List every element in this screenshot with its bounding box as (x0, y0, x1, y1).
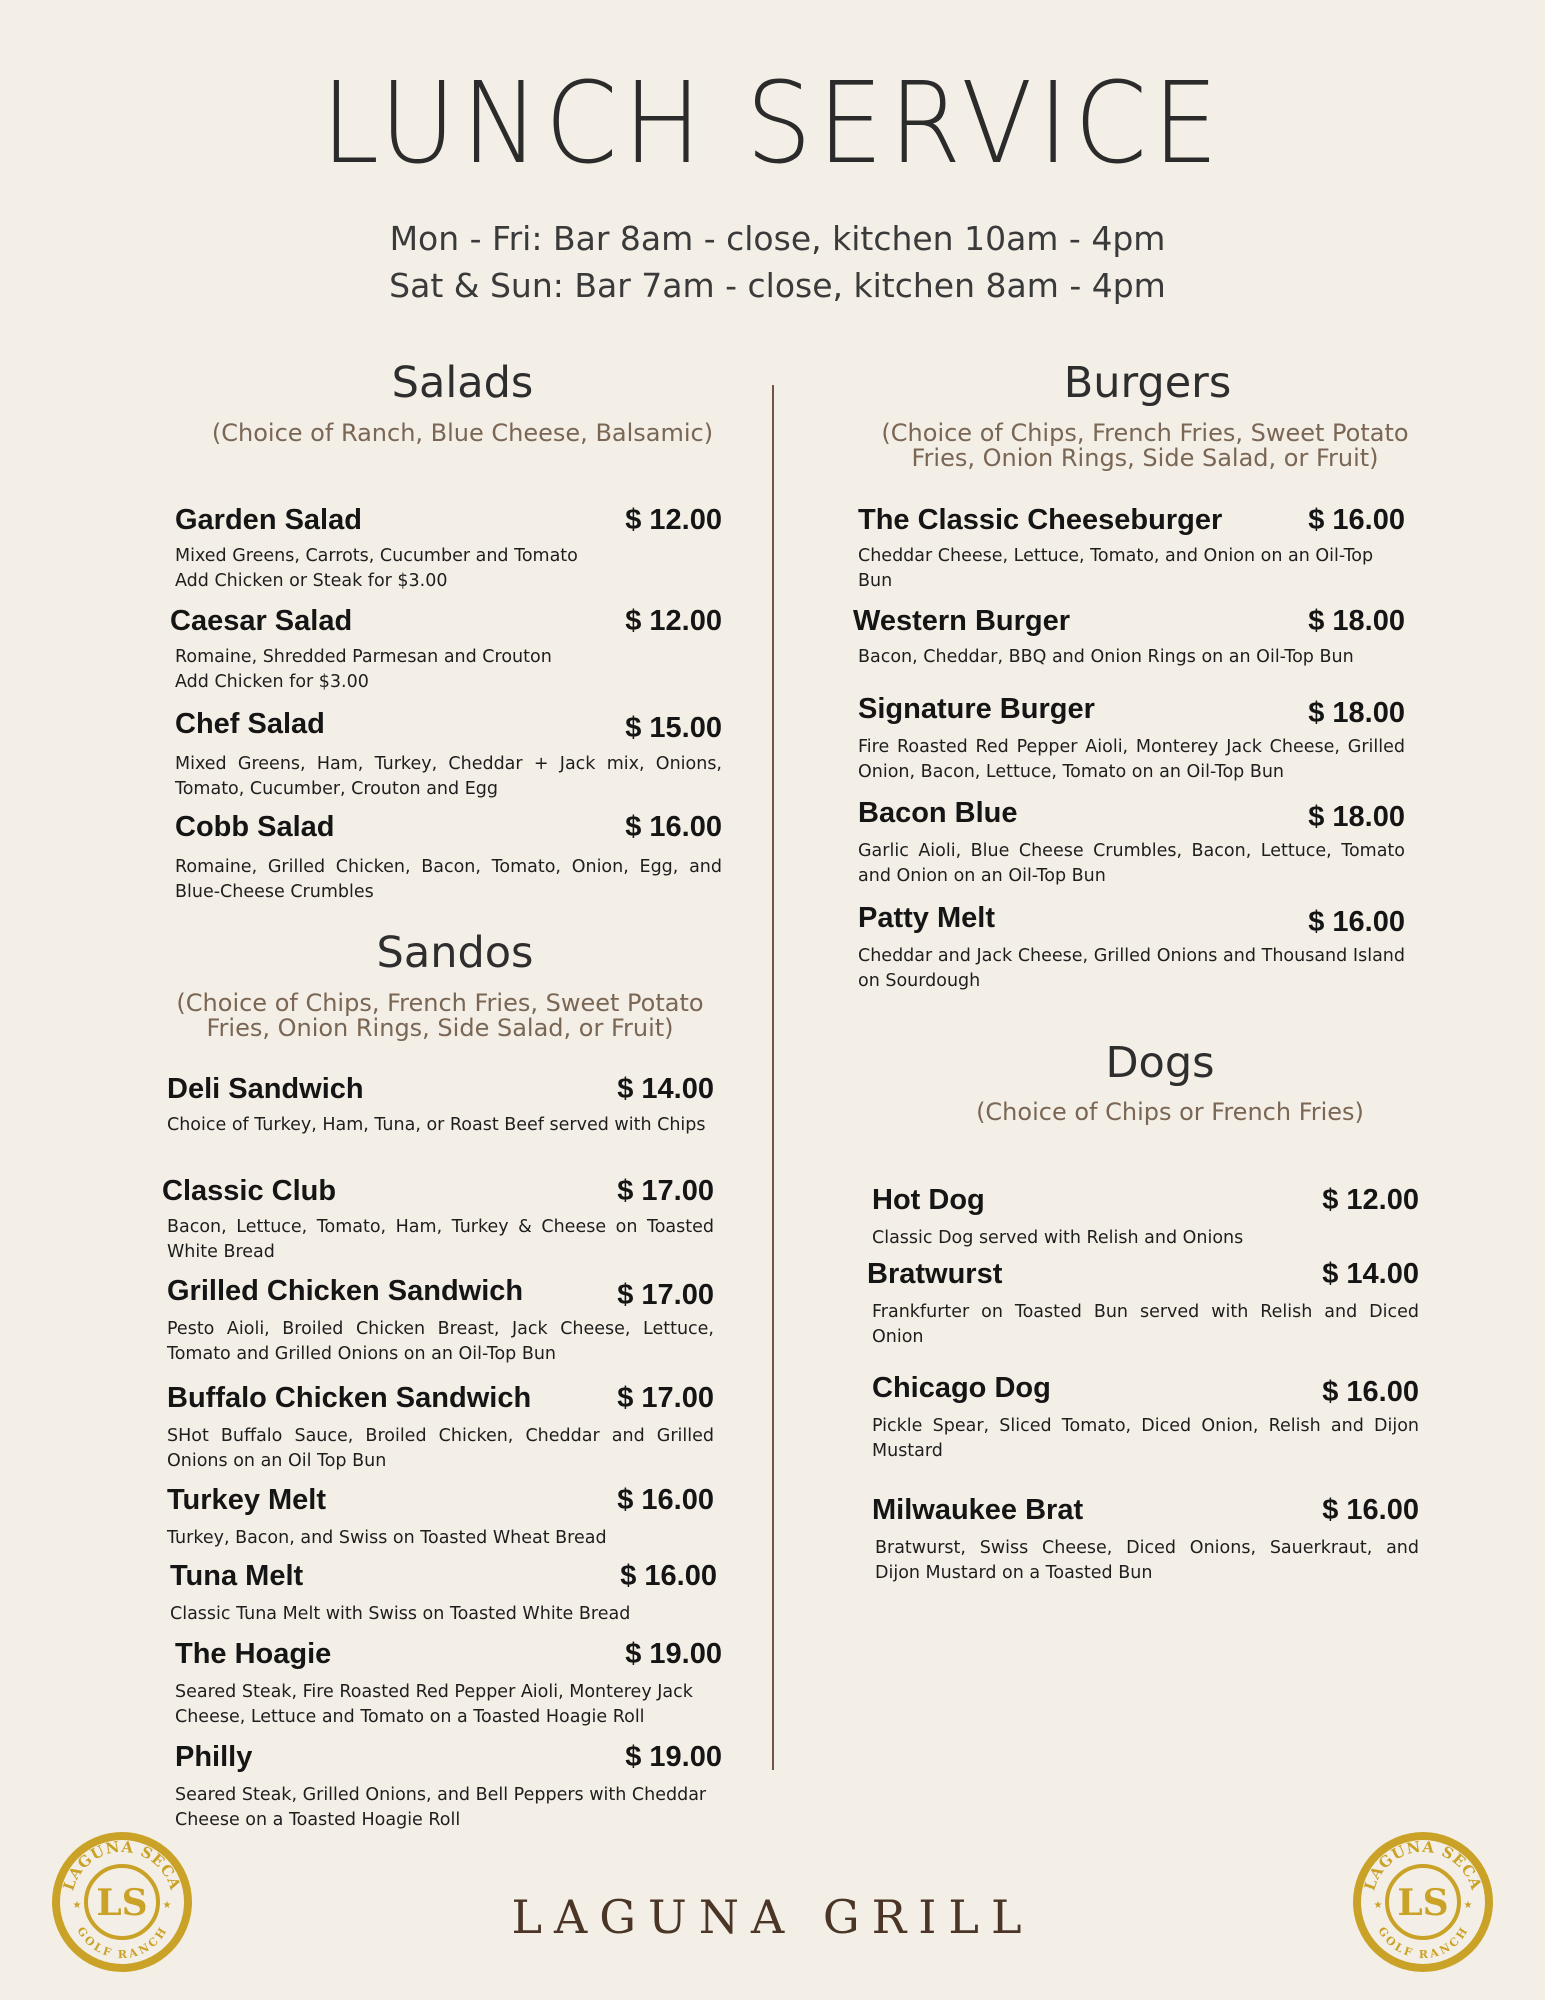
item-price: $ 16.00 (617, 1484, 714, 1516)
item-price: $ 17.00 (617, 1279, 714, 1311)
menu-item-caesar-salad (170, 605, 722, 692)
item-description: Bacon, Lettuce, Tomato, Ham, Turkey & Cheese on Toasted White Bread (167, 1217, 714, 1262)
item-name: Western Burger (853, 605, 1071, 637)
menu-item-chicago-dog (872, 1372, 1419, 1461)
item-description: Pickle Spear, Sliced Tomato, Diced Onion, Relish and Dijon Mustard (872, 1416, 1419, 1461)
item-price: $ 18.00 (1308, 605, 1405, 637)
item-name: Philly (175, 1741, 253, 1773)
item-description: Seared Steak, Fire Roasted Red Pepper Aioli, Monterey Jack Cheese, Lettuce and Tomato on a Toasted Hoagie Roll (175, 1682, 693, 1727)
menu-item-garden-salad (175, 504, 722, 591)
sandos-note: (Choice of Chips, French Fries, Sweet Potato Fries, Onion Rings, Side Salad, or Fruit) (176, 989, 704, 1043)
item-description: Mixed Greens, Carrots, Cucumber and Tomato Add Chicken or Steak for $3.00 (175, 546, 578, 591)
column-divider (772, 385, 774, 1770)
item-description: Pesto Aioli, Broiled Chicken Breast, Jack Cheese, Lettuce, Tomato and Grilled Onions on an Oil-Top Bun (167, 1319, 714, 1364)
item-description: Cheddar and Jack Cheese, Grilled Onions and Thousand Island on Sourdough (858, 946, 1405, 991)
laguna-seca-logo-right (1351, 1830, 1495, 1974)
item-name: Grilled Chicken Sandwich (167, 1275, 524, 1307)
laguna-seca-logo-left (50, 1830, 194, 1974)
item-name: Chicago Dog (872, 1372, 1051, 1404)
svg-text:LAGUNA SECA: LAGUNA SECA (59, 1837, 185, 1893)
salads-note: (Choice of Ranch, Blue Cheese, Balsamic) (211, 419, 714, 447)
item-price: $ 16.00 (1322, 1494, 1419, 1526)
item-description: Choice of Turkey, Ham, Tuna, or Roast Beef served with Chips (167, 1115, 706, 1135)
item-description: Romaine, Shredded Parmesan and Crouton Add Chicken for $3.00 (175, 647, 552, 692)
item-description: Frankfurter on Toasted Bun served with Relish and Diced Onion (872, 1302, 1419, 1347)
item-price: $ 12.00 (625, 504, 722, 536)
menu-item-western-burger (853, 605, 1405, 667)
svg-text:★: ★ (162, 1900, 172, 1911)
item-price: $ 12.00 (1322, 1184, 1419, 1216)
item-price: $ 18.00 (1308, 801, 1405, 833)
menu-item-hot-dog (872, 1184, 1419, 1248)
item-price: $ 19.00 (625, 1741, 722, 1773)
menu-item-philly (175, 1741, 722, 1830)
item-description: Seared Steak, Grilled Onions, and Bell Peppers with Cheddar Cheese on a Toasted Hoagie Roll (175, 1785, 707, 1830)
item-name: Chef Salad (175, 708, 325, 740)
menu-item-deli-sandwich (167, 1073, 714, 1135)
svg-text:GOLF RANCH: GOLF RANCH (1375, 1924, 1471, 1962)
item-price: $ 16.00 (1308, 906, 1405, 938)
menu-item-classic-cheeseburger (858, 504, 1405, 591)
menu-item-chef-salad (175, 708, 722, 799)
hours-weekday: Mon - Fri: Bar 8am - close, kitchen 10am - 4pm (389, 219, 1166, 258)
menu-item-signature-burger (858, 693, 1405, 782)
item-description: Bacon, Cheddar, BBQ and Onion Rings on an Oil-Top Bun (858, 647, 1354, 667)
item-description: Romaine, Grilled Chicken, Bacon, Tomato, Onion, Egg, and Blue-Cheese Crumbles (175, 857, 722, 902)
item-price: $ 16.00 (620, 1560, 717, 1592)
item-name: Patty Melt (858, 902, 995, 934)
item-price: $ 12.00 (625, 605, 722, 637)
svg-text:★: ★ (1373, 1900, 1383, 1911)
menu-item-tuna-melt (170, 1560, 717, 1624)
menu-item-buffalo-chicken-sandwich (167, 1382, 714, 1471)
item-name: Buffalo Chicken Sandwich (167, 1382, 532, 1414)
svg-text:LS: LS (1397, 1882, 1449, 1924)
item-name: Signature Burger (858, 693, 1095, 725)
dogs-note: (Choice of Chips or French Fries) (976, 1098, 1364, 1126)
item-name: Turkey Melt (167, 1484, 327, 1516)
item-name: Caesar Salad (170, 605, 353, 637)
hours-weekend: Sat & Sun: Bar 7am - close, kitchen 8am - 4pm (389, 266, 1166, 305)
item-price: $ 14.00 (1322, 1258, 1419, 1290)
item-description: Turkey, Bacon, and Swiss on Toasted Wheat Bread (167, 1528, 607, 1548)
item-price: $ 19.00 (625, 1638, 722, 1670)
menu-item-the-hoagie (175, 1638, 722, 1727)
item-description: Classic Tuna Melt with Swiss on Toasted White Bread (170, 1604, 631, 1624)
burgers-title: Burgers (1063, 358, 1232, 408)
item-name: Garden Salad (175, 504, 362, 536)
item-name: Hot Dog (872, 1184, 985, 1216)
menu-item-bratwurst (867, 1258, 1419, 1347)
svg-text:LS: LS (96, 1882, 148, 1924)
item-name: Tuna Melt (170, 1560, 304, 1592)
item-price: $ 17.00 (617, 1175, 714, 1207)
item-description: Classic Dog served with Relish and Onions (872, 1228, 1244, 1248)
item-name: Bratwurst (867, 1258, 1003, 1290)
salads-title: Salads (391, 358, 534, 408)
menu-item-classic-club (162, 1175, 714, 1262)
item-description: Garlic Aioli, Blue Cheese Crumbles, Bacon, Lettuce, Tomato and Onion on an Oil-Top Bun (858, 841, 1405, 886)
menu-item-cobb-salad (175, 811, 722, 902)
item-description: Cheddar Cheese, Lettuce, Tomato, and Onion on an Oil-Top Bun (858, 546, 1374, 591)
svg-text:★: ★ (1463, 1900, 1473, 1911)
item-name: Bacon Blue (858, 797, 1018, 829)
restaurant-name: LAGUNA GRILL (511, 1890, 1034, 1944)
item-name: Milwaukee Brat (872, 1494, 1084, 1526)
item-description: SHot Buffalo Sauce, Broiled Chicken, Cheddar and Grilled Onions on an Oil Top Bun (167, 1426, 714, 1471)
item-price: $ 14.00 (617, 1073, 714, 1105)
item-name: The Hoagie (175, 1638, 332, 1670)
item-description: Bratwurst, Swiss Cheese, Diced Onions, Sauerkraut, and Dijon Mustard on a Toasted Bun (875, 1538, 1419, 1583)
svg-text:★: ★ (72, 1900, 82, 1911)
item-price: $ 17.00 (617, 1382, 714, 1414)
menu-item-turkey-melt (167, 1484, 714, 1548)
item-name: Deli Sandwich (167, 1073, 364, 1105)
item-name: The Classic Cheeseburger (858, 504, 1223, 536)
burgers-note: (Choice of Chips, French Fries, Sweet Potato Fries, Onion Rings, Side Salad, or Fruit) (881, 419, 1409, 473)
item-price: $ 16.00 (1322, 1376, 1419, 1408)
menu-item-milwaukee-brat (872, 1494, 1419, 1583)
item-description: Mixed Greens, Ham, Turkey, Cheddar + Jack mix, Onions, Tomato, Cucumber, Crouton and Egg (175, 754, 722, 799)
item-name: Classic Club (162, 1175, 337, 1207)
svg-text:GOLF RANCH: GOLF RANCH (74, 1924, 170, 1962)
item-name: Cobb Salad (175, 811, 335, 843)
item-price: $ 18.00 (1308, 697, 1405, 729)
item-description: Fire Roasted Red Pepper Aioli, Monterey Jack Cheese, Grilled Onion, Bacon, Lettuce, Tomato on an Oil-Top Bun (858, 737, 1405, 782)
item-price: $ 16.00 (625, 811, 722, 843)
dogs-title: Dogs (1105, 1038, 1215, 1088)
item-price: $ 16.00 (1308, 504, 1405, 536)
sandos-title: Sandos (376, 928, 534, 978)
menu-item-patty-melt (858, 902, 1405, 991)
item-price: $ 15.00 (625, 712, 722, 744)
page-title: LUNCH SERVICE (321, 59, 1224, 189)
svg-text:LAGUNA SECA: LAGUNA SECA (1360, 1837, 1486, 1893)
menu-item-grilled-chicken-sandwich (167, 1275, 714, 1364)
menu-item-bacon-blue (858, 797, 1405, 886)
